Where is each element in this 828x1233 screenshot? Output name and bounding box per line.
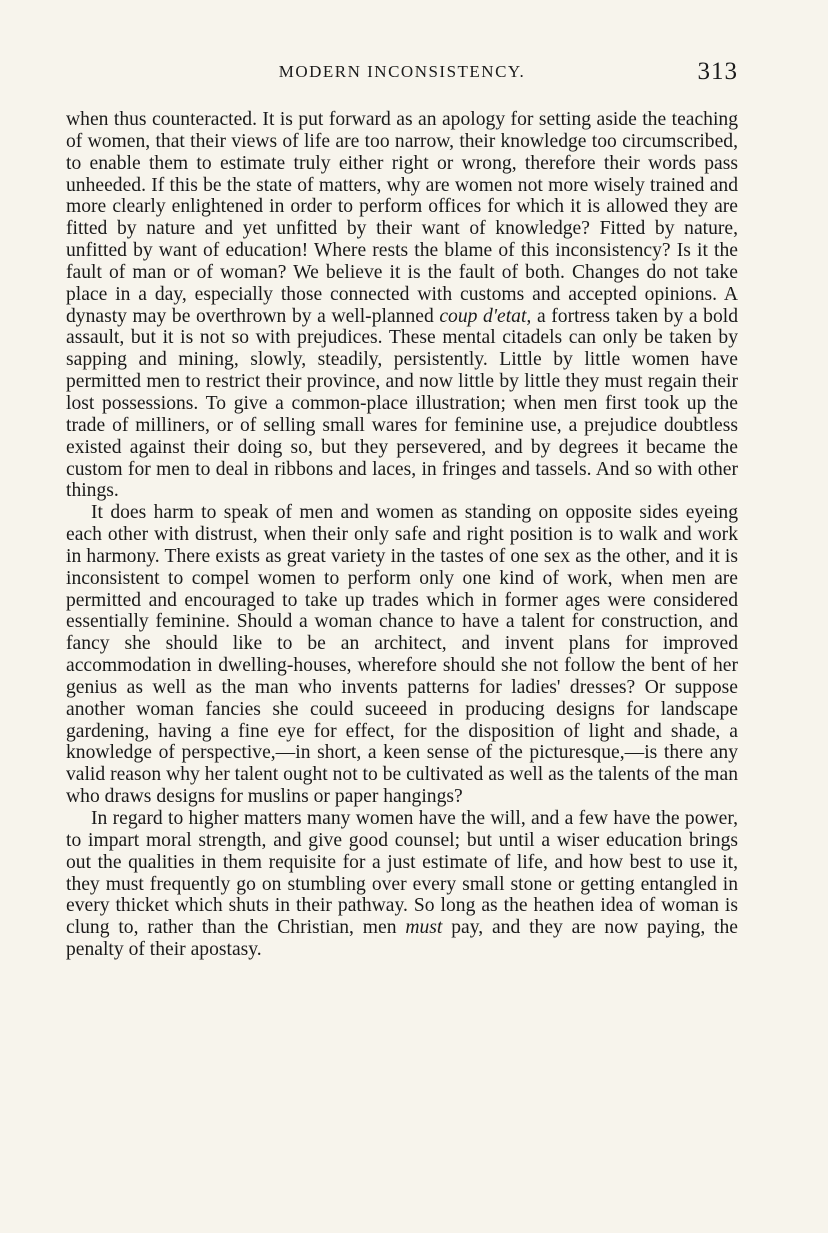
body-text <box>66 109 738 961</box>
paragraph-1-italic-phrase: coup d'etat, <box>439 305 532 327</box>
paragraph-3-text-start: In regard to higher matters many women have the will, and a few have the power, to impart moral strength, and give good counsel; but until a wiser education brings out the qualities in them requisite for a just estimate of life, and how best to use it, they must frequently go on stumbling over every small stone or getting entangled in every thicket which shuts in their pathway. So long as the heathen idea of woman is clung to, rather than the Christian, men <box>66 808 738 939</box>
paragraph-1-text-end: a fortress taken by a bold assault, but it is not so with prejudices. These mental citadels can only be taken by sapping and mining, slowly, steadily, persistently. Little by little women have permitted men to restrict their province, and now little by little they must regain their lost possessions. To give a common-place illustration; when men first took up the trade of milliners, or of selling small wares for feminine use, a prejudice doubtless existed against their doing so, but they persevered, and by degrees it became the custom for men to deal in ribbons and laces, in fringes and tassels. And so with other things. <box>66 305 738 502</box>
paragraph-1-text-start: when thus counteracted. It is put forward as an apology for setting aside the teaching of women, that their views of life are too narrow, their knowledge too circumscribed, to enable them to estimate truly either right or wrong, therefore their words pass unheeded. If this be the state of matters, why are women not more wisely trained and more clearly enlightened in order to perform offices for which it is allowed they are fitted by nature and yet unfitted by their want of knowledge? Fitted by nature, unfitted by want of education! Where rests the blame of this inconsistency? Is it the fault of man or of woman? We believe it is the fault of both. Changes do not take place in a day, especially those connected with customs and accepted opinions. A dynasty may be overthrown by a well-planned <box>66 109 738 327</box>
page-header <box>66 58 738 92</box>
running-title: MODERN INCONSISTENCY. <box>278 62 526 81</box>
paragraph-3-italic-word: must <box>405 917 443 939</box>
page-number: 313 <box>697 58 738 85</box>
paragraph-1 <box>66 109 738 502</box>
paragraph-3-text-end: pay, and they are now paying, the penalty of their apostasy. <box>66 917 738 961</box>
paragraph-3 <box>66 808 738 961</box>
paragraph-2: It does harm to speak of men and women as standing on opposite sides eyeing each other with distrust, when their only safe and right position is to walk and work in harmony. There exists as great variety in the tastes of one sex as the other, and it is inconsistent to compel women to perform only one kind of work, when men are permitted and encouraged to take up trades which in former ages were considered essentially feminine. Should a woman chance to have a talent for construction, and fancy she should like to be an architect, and invent plans for improved accommodation in dwelling-houses, wherefore should she not follow the bent of her genius as well as the man who invents patterns for ladies' dresses? Or suppose another woman fancies she could suceeed in producing designs for landscape gardening, having a fine eye for effect, for the disposition of light and shade, a knowledge of perspective,—in short, a keen sense of the picturesque,—is there any valid reason why her talent ought not to be cultivated as well as the talents of the man who draws designs for muslins or paper hangings? <box>66 502 738 808</box>
